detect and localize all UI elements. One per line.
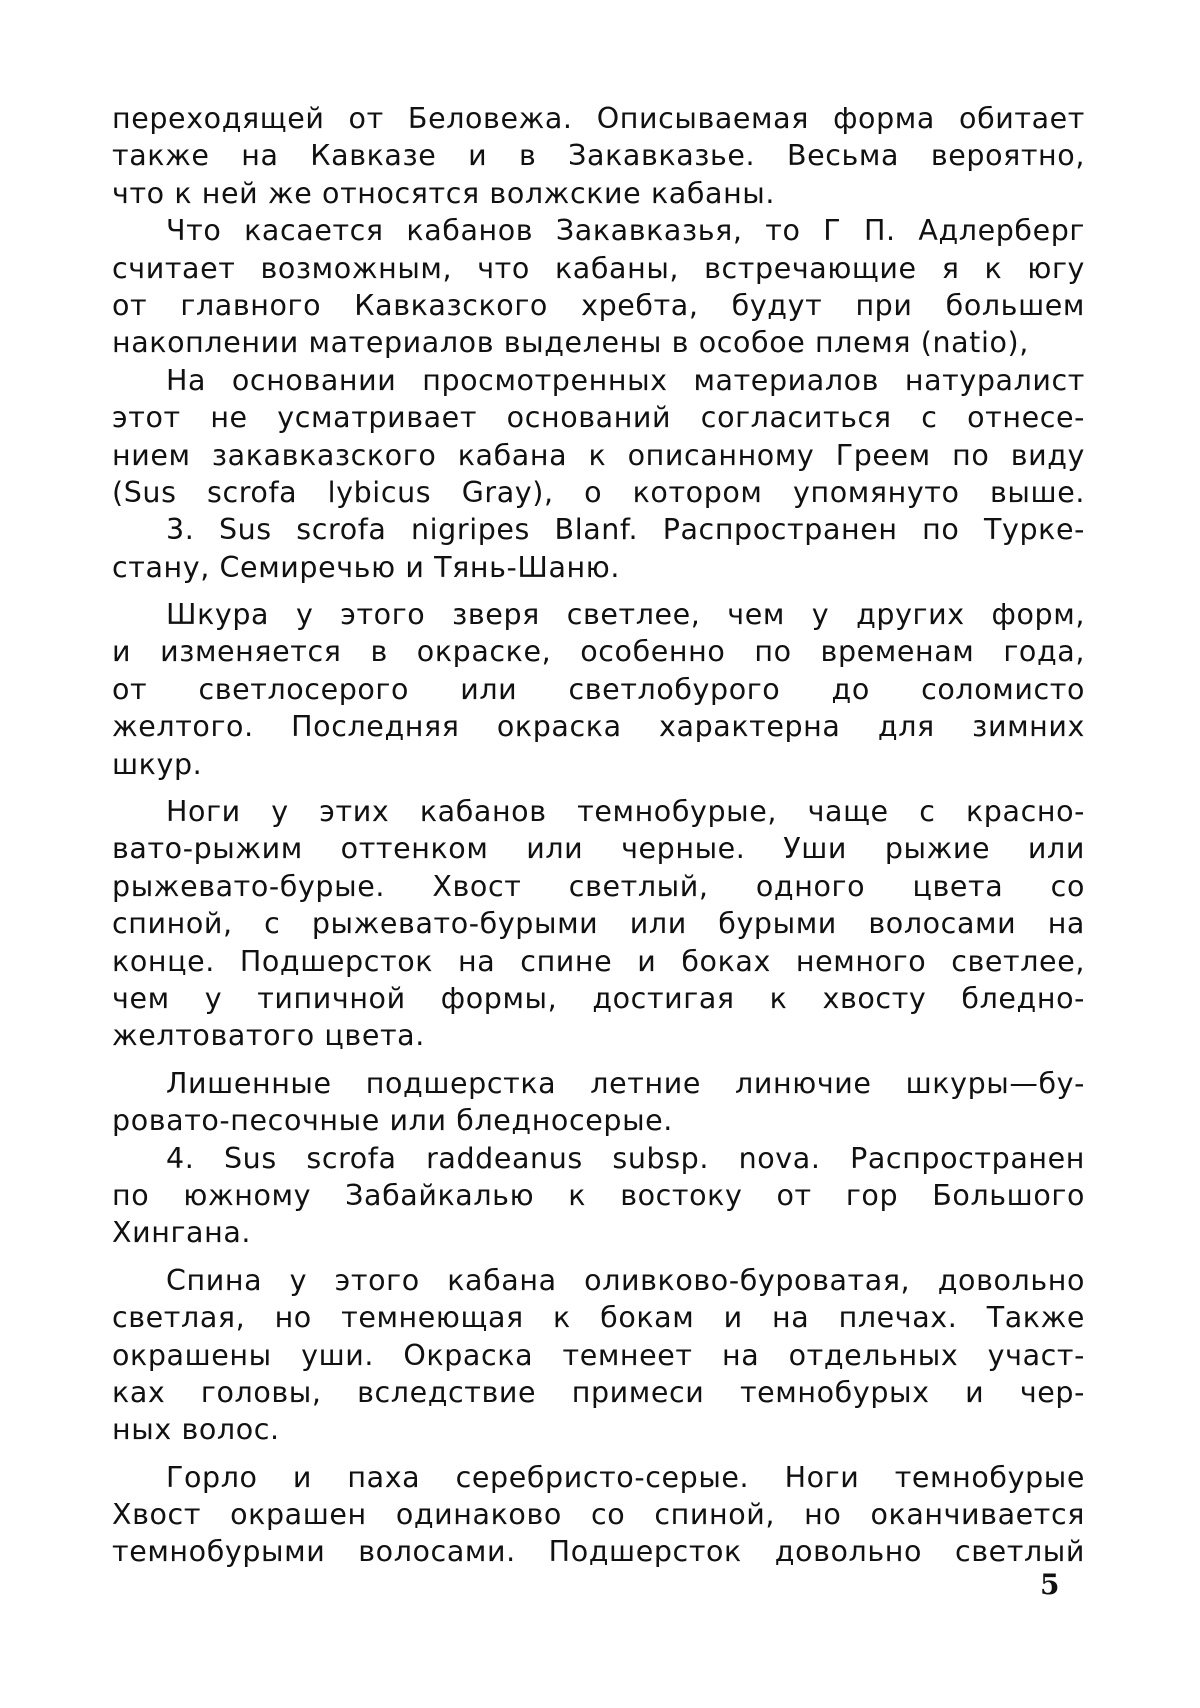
text-line: накоплении материалов выделены в особое племя (natio), (112, 326, 1029, 360)
paragraph-gap (112, 783, 1085, 793)
text-line: Лишенные подшерстка летние линючие шкуры—бу- (166, 1066, 1085, 1100)
text-line: чем у типичной формы, достигая к хвосту бледно- (112, 981, 1085, 1015)
text-line: Хингана. (112, 1216, 252, 1250)
text-line: Спина у этого кабана оливково-буроватая, довольно (166, 1263, 1085, 1297)
body-text (112, 100, 1085, 1571)
text-line: вато-рыжим оттенком или черные. Уши рыжие или (112, 832, 1085, 866)
text-line: Что касается кабанов Закавказья, то Г П. Адлерберг (166, 214, 1085, 248)
text-line: желтого. Последняя окраска характерна для зимних (112, 710, 1085, 744)
text-line: Хвост окрашен одинаково со спиной, но оканчивается (112, 1498, 1085, 1532)
text-line: рыжевато-бурые. Хвост светлый, одного цвета со (112, 869, 1085, 903)
text-line: этот не усматривает оснований согласиться с отнесе- (112, 401, 1085, 435)
text-line: Горло и паха серебристо-серые. Ноги темнобурые (166, 1460, 1085, 1494)
text-line: ных волос. (112, 1413, 280, 1447)
paragraph-gap (112, 1252, 1085, 1262)
text-line: считает возможным, что кабаны, встречающие я к югу (112, 251, 1085, 285)
text-line: (Sus scrofa lybicus Gray), о котором упомянуто выше. (112, 475, 1085, 509)
text-line: ровато-песочные или бледносерые. (112, 1104, 673, 1138)
text-line: шкур. (112, 747, 203, 781)
paragraph-gap (112, 1055, 1085, 1065)
text-line: нием закавказского кабана к описанному Греем по виду (112, 438, 1085, 472)
text-line: и изменяется в окраске, особенно по временам года, (112, 635, 1085, 669)
text-line: ках головы, вследствие примеси темнобурых и чер- (112, 1375, 1085, 1409)
text-line: от светлосерого или светлобурого до соломисто (112, 672, 1085, 706)
text-line: окрашены уши. Окраска темнеет на отдельных участ- (112, 1338, 1085, 1372)
text-line: спиной, с рыжевато-бурыми или бурыми волосами на (112, 907, 1085, 941)
paragraph-gap (112, 586, 1085, 596)
text-line: Ноги у этих кабанов темнобурые, чаще с красно- (166, 795, 1085, 829)
text-line: темнобурыми волосами. Подшерсток довольно светлый (112, 1535, 1085, 1569)
text-line: желтоватого цвета. (112, 1019, 425, 1053)
text-line: 4. Sus scrofa raddeanus subsp. nova. Распространен (166, 1141, 1085, 1175)
text-line: также на Кавказе и в Закавказье. Весьма вероятно, (112, 139, 1085, 173)
text-line: от главного Кавказского хребта, будут при большем (112, 288, 1085, 322)
text-line: На основании просмотренных материалов натуралист (166, 363, 1085, 397)
text-line: 3. Sus scrofa nigripes Blanf. Распространен по Турке- (166, 513, 1085, 547)
page-number: 5 (1040, 1568, 1060, 1601)
text-line: стану, Семиречью и Тянь-Шаню. (112, 550, 620, 584)
text-line: конце. Подшерсток на спине и боках немного светлее, (112, 944, 1085, 978)
paragraph-gap (112, 1449, 1085, 1459)
text-line: светлая, но темнеющая к бокам и на плечах. Также (112, 1301, 1085, 1335)
text-line: Шкура у этого зверя светлее, чем у других форм, (166, 598, 1085, 632)
text-line: по южному Забайкалью к востоку от гор Большого (112, 1178, 1085, 1212)
text-line: переходящей от Беловежа. Описываемая форма обитает (112, 102, 1085, 135)
text-line: что к ней же относятся волжские кабаны. (112, 176, 776, 210)
